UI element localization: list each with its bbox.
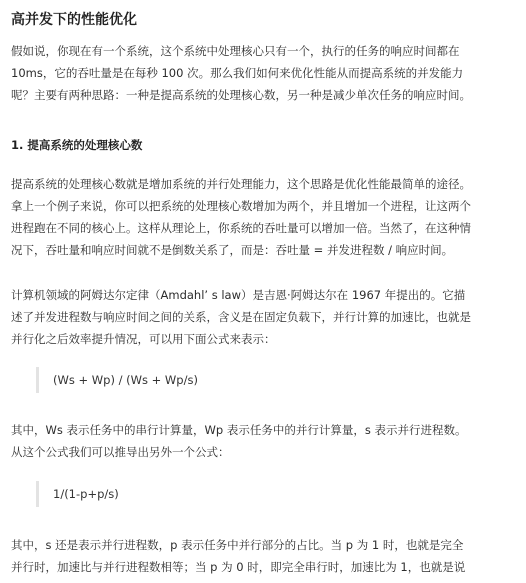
paragraph-line: 进程跑在不同的核心上。这样从理论上，你系统的吞吐量可以增加一倍。当然了，在这种情: [11, 221, 471, 235]
cores-paragraph: [11, 173, 519, 261]
paragraph-line: 计算机领域的阿姆达尔定律（Amdahl’ s law）是吉恩·阿姆达尔在 1967 年提出的。它描: [11, 288, 466, 302]
p-paragraph: [11, 534, 519, 578]
paragraph-line: 其中，Ws 表示任务中的串行计算量，Wp 表示任务中的并行计算量，s 表示并行进程数。: [11, 423, 467, 437]
paragraph-line: 并行时，加速比与并行进程数相等；当 p 为 0 时，即完全串行时，加速比为 1，也就是说: [11, 560, 466, 574]
formula-text: 1/(1-p+p/s): [53, 487, 119, 501]
paragraph-line: 呢？主要有两种思路：一种是提高系统的处理核心数，另一种是减少单次任务的响应时间。: [11, 88, 471, 102]
paragraph-line: 从这个公式我们可以推导出另外一个公式：: [11, 445, 230, 459]
paragraph-line: 假如说，你现在有一个系统，这个系统中处理核心只有一个，执行的任务的响应时间都在: [11, 44, 460, 58]
formula-blockquote-1: [36, 367, 239, 393]
paragraph-line: 况下，吞吐量和响应时间就不是倒数关系了，而是：吞吐量 = 并发进程数 / 响应时间。: [11, 243, 454, 257]
paragraph-line: 拿上一个例子来说，你可以把系统的处理核心数增加为两个，并且增加一个进程，让这两个: [11, 199, 471, 213]
formula-blockquote-2: [36, 481, 239, 507]
ws-paragraph: [11, 419, 519, 463]
paragraph-line: 其中，s 还是表示并行进程数，p 表示任务中并行部分的占比。当 p 为 1 时，也就是完全: [11, 538, 464, 552]
article-heading: 高并发下的性能优化: [11, 12, 137, 28]
paragraph-line: 并行化之后效率提升情况，可以用下面公式来表示：: [11, 332, 276, 346]
intro-paragraph: [11, 40, 519, 106]
amdahl-paragraph: [11, 284, 519, 350]
paragraph-line: 10ms，它的吞吐量是在每秒 100 次。那么我们如何来优化性能从而提高系统的并发能力: [11, 66, 464, 80]
paragraph-line: 提高系统的处理核心数就是增加系统的并行处理能力，这个思路是优化性能最简单的途径。: [11, 177, 471, 191]
section-heading-cores: 1. 提高系统的处理核心数: [11, 138, 143, 152]
formula-text: (Ws + Wp) / (Ws + Wp/s): [53, 373, 198, 387]
paragraph-line: 述了并发进程数与响应时间之间的关系，含义是在固定负载下，并行计算的加速比，也就是: [11, 310, 471, 324]
